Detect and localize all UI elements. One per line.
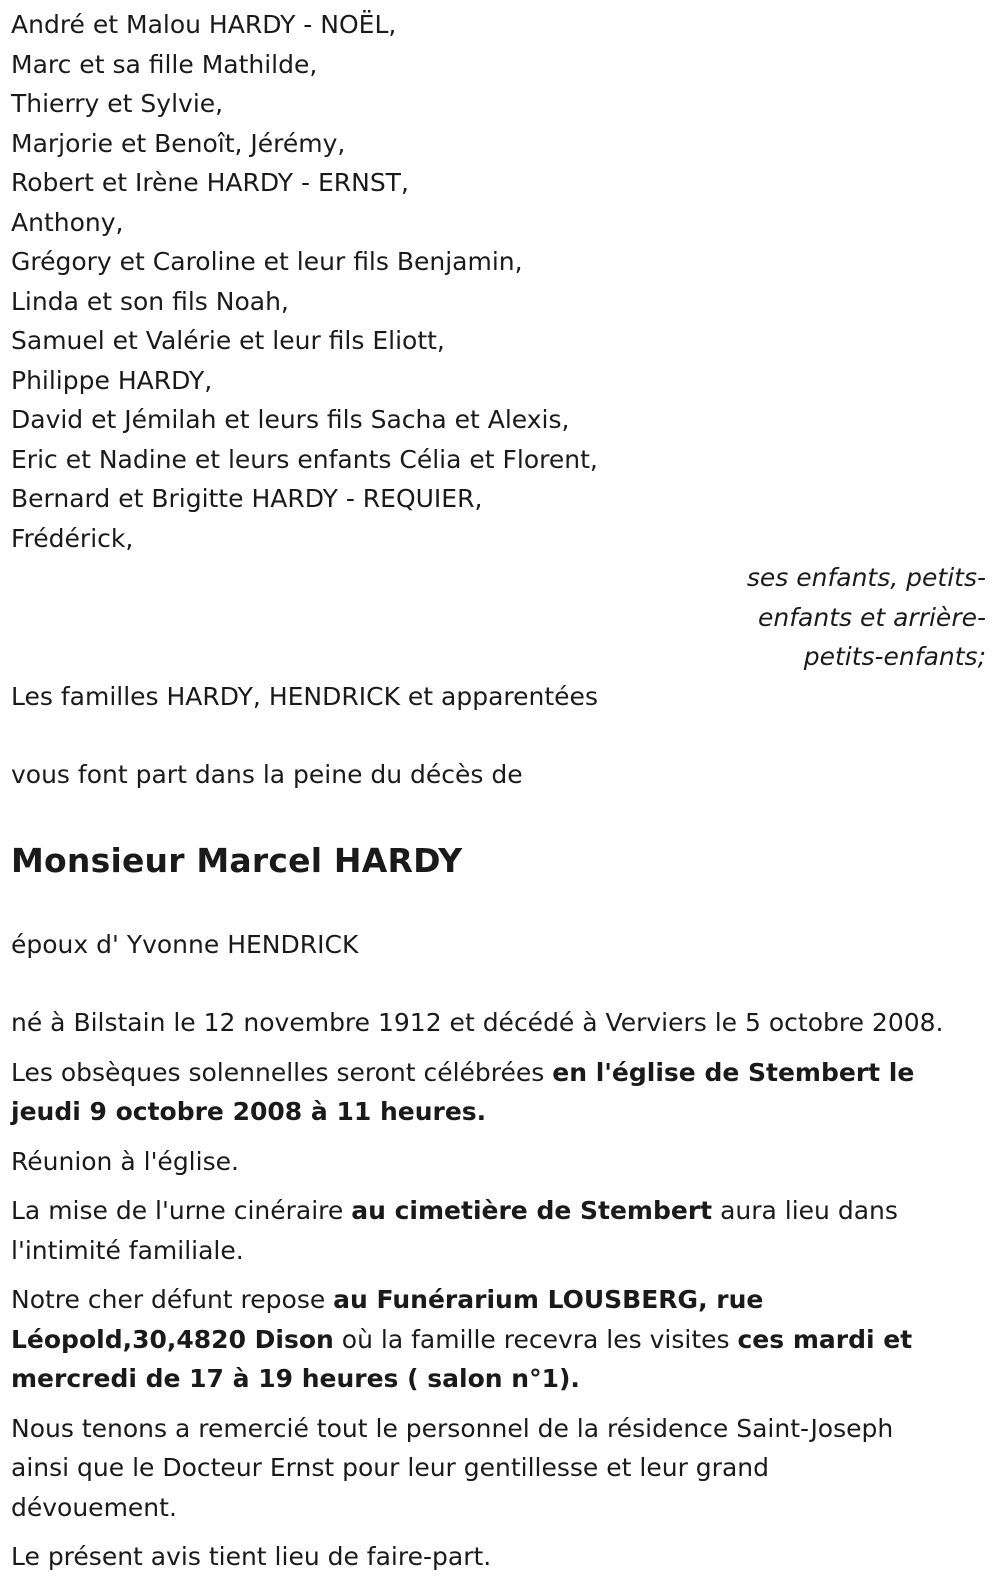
thanks-paragraph [11, 1409, 986, 1528]
repose-text: Notre cher défunt repose [11, 1285, 334, 1314]
spouse-line: époux d' Yvonne HENDRICK [11, 929, 359, 959]
mourner-line: Marjorie et Benoît, Jérémy, [11, 128, 346, 158]
relation-line: ses enfants, petits- [746, 563, 986, 592]
families-line: Les familles HARDY, HENDRICK et apparentées [11, 681, 598, 711]
thanks-line: dévouement. [11, 1492, 177, 1522]
urn-paragraph [11, 1191, 986, 1270]
repose-place: au Funérarium LOUSBERG, rue [333, 1285, 764, 1314]
announcement-line: vous font part dans la peine du décès de [11, 760, 523, 789]
funeral-paragraph [11, 1053, 986, 1132]
mourner-line: Frédérick, [11, 523, 134, 553]
urn-place: au cimetière de Stembert [351, 1196, 713, 1225]
mourner-line: Grégory et Caroline et leur fils Benjamin, [11, 247, 523, 276]
mourner-line: Marc et sa fille Mathilde, [11, 49, 318, 79]
funeral-place: en l'église de Stembert le [552, 1057, 915, 1087]
mourner-line: David et Jémilah et leurs fils Sacha et Alexis, [11, 405, 570, 434]
relation-line: petits-enfants; [803, 642, 986, 671]
relation-line: enfants et arrière- [758, 602, 986, 632]
repose-text-mid: où la famille recevra les visites [333, 1324, 738, 1354]
funeral-date: jeudi 9 octobre 2008 à 11 heures. [11, 1097, 487, 1126]
relation-note [11, 558, 986, 677]
mourner-line: Bernard et Brigitte HARDY - REQUIER, [11, 484, 483, 513]
mourner-line: Thierry et Sylvie, [11, 89, 224, 118]
reunion-line: Réunion à l'église. [11, 1146, 239, 1176]
visit-days: ces mardi et [737, 1324, 913, 1354]
funeral-text: Les obsèques solennelles seront célébrées [11, 1057, 553, 1087]
mourners-list [11, 5, 986, 558]
obituary-notice [11, 5, 986, 1577]
repose-address: Léopold,30,4820 Dison [11, 1324, 334, 1354]
closing-line: Le présent avis tient lieu de faire-part. [11, 1542, 492, 1571]
mourner-line: Anthony, [11, 207, 124, 237]
mourner-line: Philippe HARDY, [11, 365, 213, 395]
deceased-name: Monsieur Marcel HARDY [11, 840, 463, 880]
urn-text: La mise de l'urne cinéraire [11, 1196, 352, 1225]
mourner-line: Robert et Irène HARDY - ERNST, [11, 168, 409, 197]
repose-paragraph [11, 1280, 986, 1399]
mourner-line: Linda et son fils Noah, [11, 286, 289, 316]
mourner-line: Samuel et Valérie et leur fils Eliott, [11, 326, 445, 355]
urn-text-line2: l'intimité familiale. [11, 1235, 244, 1265]
thanks-line: ainsi que le Docteur Ernst pour leur gentillesse et leur grand [11, 1453, 769, 1482]
mourner-line: Eric et Nadine et leurs enfants Célia et Florent, [11, 444, 598, 474]
thanks-line: Nous tenons a remercié tout le personnel de la résidence Saint-Joseph [11, 1413, 894, 1443]
birth-death-line: né à Bilstain le 12 novembre 1912 et décédé à Verviers le 5 octobre 2008. [11, 1008, 944, 1037]
urn-text-suffix: aura lieu dans [712, 1196, 898, 1225]
mourner-line: André et Malou HARDY - NOËL, [11, 10, 397, 39]
visit-hours: mercredi de 17 à 19 heures ( salon n°1). [11, 1364, 580, 1393]
